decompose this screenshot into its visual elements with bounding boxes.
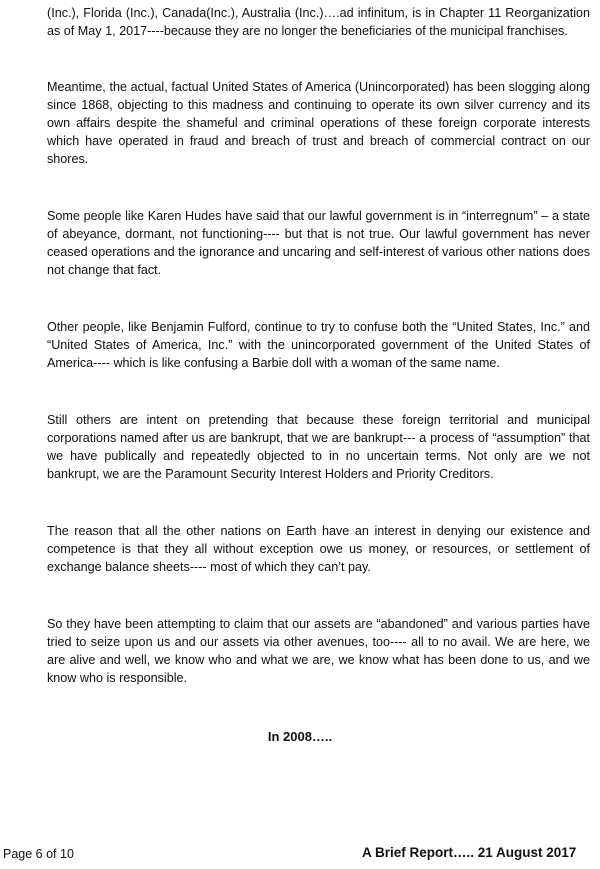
paragraph-5: Still others are intent on pretending that because these foreign territorial and municipal corporations named after us are bankrupt, that we are bankrupt--- a process of “assumption” that we have publically and repeatedly objected to in no uncertain terms. Not only are we not bankrupt, we are the Paramount Security Interest Holders and Priority Creditors. [47, 413, 590, 481]
report-title-footer: A Brief Report….. 21 August 2017 [362, 845, 577, 860]
page-number: Page 6 of 10 [3, 847, 74, 861]
section-heading: In 2008….. [267, 729, 333, 744]
paragraph-6: The reason that all the other nations on Earth have an interest in denying our existence and competence is that they all without exception owe us money, or resources, or settlement of exchange balance sheets---- most of which they can’t pay. [47, 524, 590, 574]
paragraph-7: So they have been attempting to claim that our assets are “abandoned” and various parties have tried to seize upon us and our assets via other avenues, too---- all to no avail. We are here, we are alive and well, we know who and what we are, we know what has been done to us, and we know who is responsible. [47, 617, 590, 685]
paragraph-2: Meantime, the actual, factual United States of America (Unincorporated) has been slogging along since 1868, objecting to this madness and continuing to operate its own silver currency and its own affairs despite the shameful and criminal operations of these foreign corporate interests which have operated in fraud and breach of trust and breach of commercial contract on our shores. [47, 80, 590, 166]
paragraph-4: Other people, like Benjamin Fulford, continue to try to confuse both the “United States, Inc.” and “United States of America, Inc.” with the unincorporated government of the United States of America---- which is like confusing a Barbie doll with a woman of the same name. [47, 320, 590, 370]
paragraph-1: (Inc.), Florida (Inc.), Canada(Inc.), Australia (Inc.)….ad infinitum, is in Chapter 11 Reorganization as of May 1, 2017----because they are no longer the beneficiaries of the municipal franchises. [47, 6, 590, 38]
paragraph-3: Some people like Karen Hudes have said that our lawful government is in “interregnum” – a state of abeyance, dormant, not functioning---- but that is not true. Our lawful government has never ceased operations and the ignorance and uncaring and self-interest of various other nations does not change that fact. [47, 209, 590, 277]
